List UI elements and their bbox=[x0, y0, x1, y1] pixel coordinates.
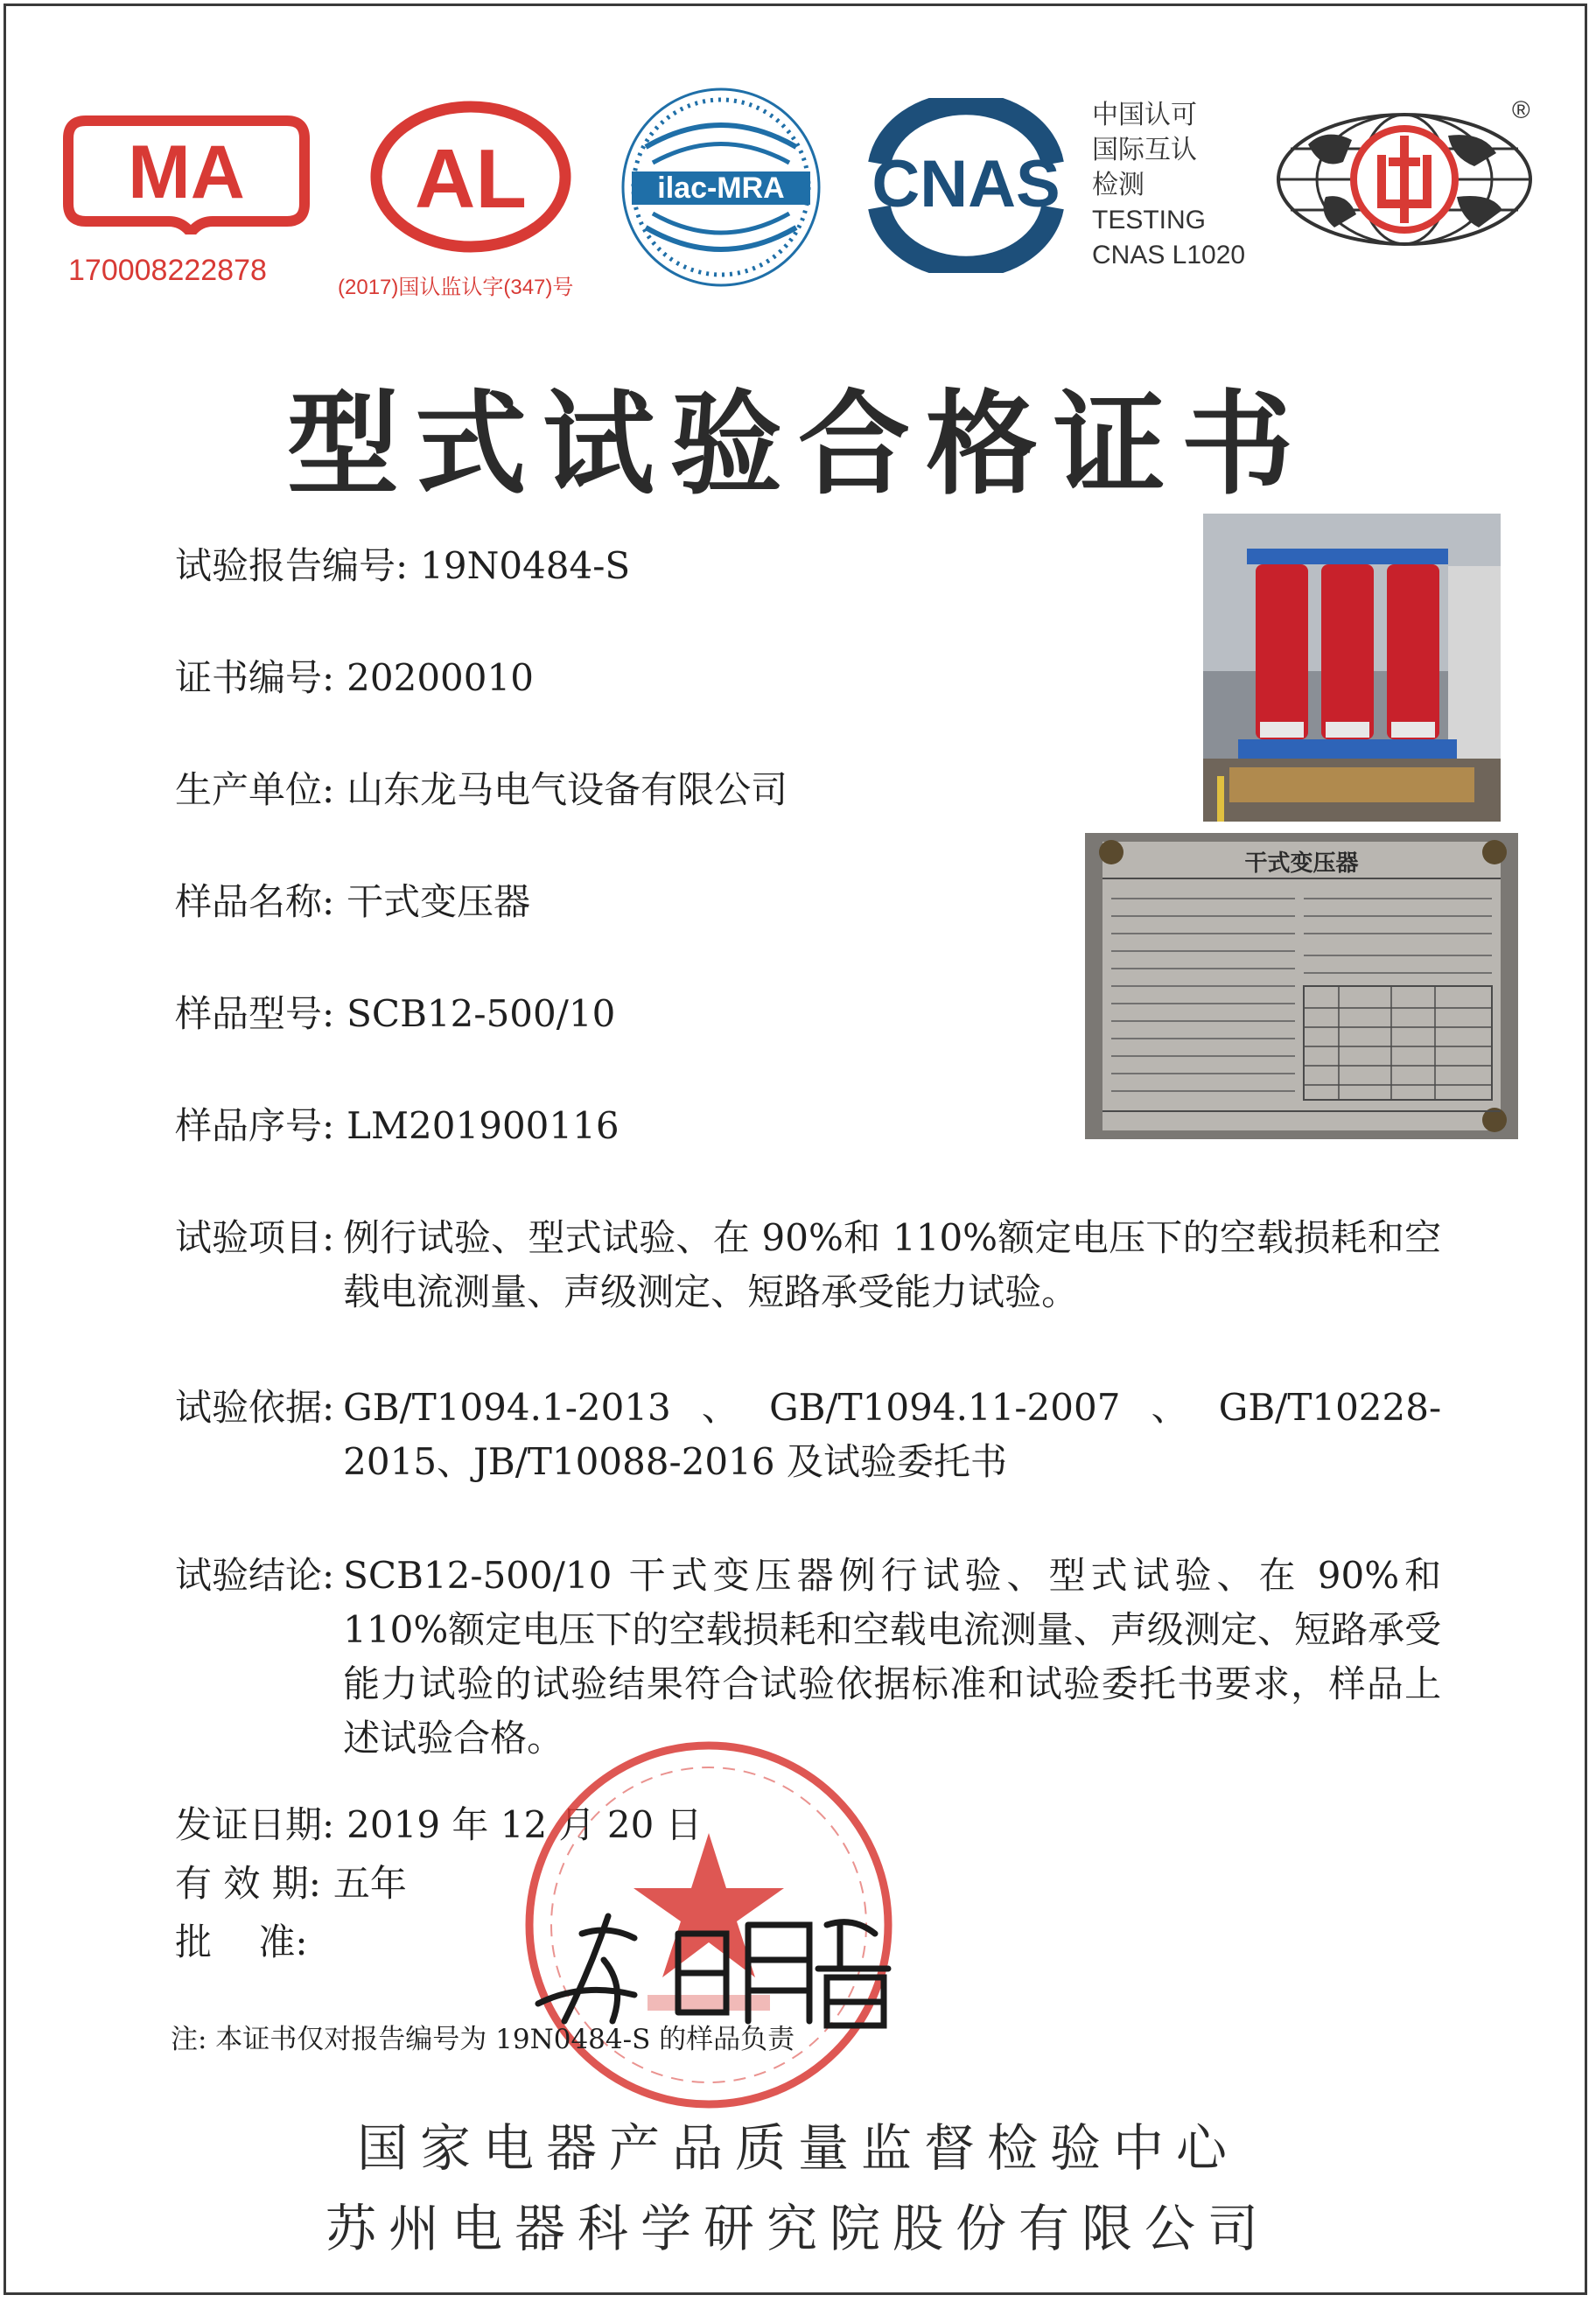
field-sample-model bbox=[175, 987, 615, 1041]
issuer-name-primary: 国家电器产品质量监督检验中心 bbox=[356, 2118, 1239, 2178]
field-value: 山东龙马电气设备有限公司 bbox=[346, 768, 788, 811]
nameplate-graphic bbox=[1085, 833, 1518, 1139]
field-value: 例行试验、型式试验、在 90%和 110%额定电压下的空载损耗和空载电流测量、声级测定、短路承受能力试验。 bbox=[343, 1216, 1442, 1313]
field-value: 2019 年 12 月 20 日 bbox=[346, 1803, 703, 1846]
field-test-basis bbox=[175, 1381, 1441, 1489]
cma-code: 170008222878 bbox=[68, 254, 267, 287]
field-value: 五年 bbox=[332, 1862, 407, 1905]
field-test-items bbox=[175, 1211, 1441, 1319]
nameplate-title: 干式变压器 bbox=[1244, 850, 1359, 877]
field-label: 有 效 期: bbox=[175, 1862, 321, 1905]
cal-code: (2017)国认监认字(347)号 bbox=[338, 276, 574, 299]
field-label: 样品名称: bbox=[175, 880, 335, 923]
field-value: 干式变压器 bbox=[346, 880, 531, 923]
cqc-globe-logo bbox=[1273, 109, 1536, 249]
cnas-caption-line: CNAS L1020 bbox=[1092, 241, 1246, 269]
field-sample-serial bbox=[175, 1099, 620, 1153]
cnas-caption-line: 国际互认 bbox=[1092, 136, 1197, 164]
registered-mark: ® bbox=[1512, 96, 1530, 123]
field-label: 样品型号: bbox=[175, 992, 335, 1035]
cma-logo bbox=[60, 112, 313, 234]
transformer-photo bbox=[1203, 514, 1501, 822]
field-validity bbox=[175, 1857, 407, 1911]
field-label: 样品序号: bbox=[175, 1104, 335, 1147]
cma-logo-text: MA bbox=[128, 130, 245, 214]
field-value: 19N0484-S bbox=[420, 544, 631, 587]
cnas-caption-line: 检测 bbox=[1092, 171, 1144, 199]
cnas-logo bbox=[853, 98, 1079, 273]
cnas-caption-line: 中国认可 bbox=[1092, 101, 1197, 129]
certificate-title: 型式试验合格证书 bbox=[286, 380, 1309, 510]
nameplate-photo bbox=[1085, 833, 1518, 1139]
field-value: SCB12-500/10 bbox=[346, 992, 616, 1035]
ilac-mra-text: ilac-MRA bbox=[657, 171, 785, 205]
field-certificate-number bbox=[175, 651, 534, 705]
field-label: 证书编号: bbox=[175, 656, 335, 699]
field-label: 试验报告编号: bbox=[175, 544, 409, 587]
cal-logo-text: AL bbox=[415, 132, 527, 226]
field-label: 生产单位: bbox=[175, 768, 335, 811]
field-label: 批 准: bbox=[175, 1921, 308, 1963]
issuer-name-secondary: 苏州电器科学研究院股份有限公司 bbox=[325, 2199, 1270, 2258]
cnas-logo-text: CNAS bbox=[872, 147, 1060, 221]
field-label: 试验项目: bbox=[175, 1216, 335, 1259]
field-manufacturer bbox=[175, 763, 788, 817]
field-value: LM201900116 bbox=[346, 1104, 620, 1147]
field-value: GB/T1094.1-2013、GB/T1094.11-2007、GB/T10228-2015、JB/T10088-2016 及试验委托书 bbox=[343, 1386, 1442, 1483]
cnas-caption bbox=[1092, 98, 1245, 273]
field-report-number bbox=[175, 539, 630, 593]
field-value: SCB12-500/10 干式变压器例行试验、型式试验、在 90%和 110%额定电压下的空载损耗和空载电流测量、声级测定、短路承受能力试验的试验结果符合试验依据标准和试验委托书要求，样品上述试验合格。 bbox=[343, 1554, 1442, 1760]
field-sample-name bbox=[175, 875, 530, 929]
field-value: 20200010 bbox=[346, 656, 534, 699]
cal-logo bbox=[366, 98, 576, 255]
certificate-note: 注: 本证书仅对报告编号为 19N0484-S 的样品负责 bbox=[171, 2024, 795, 2055]
cnas-caption-line: TESTING bbox=[1092, 206, 1207, 234]
field-label: 试验依据: bbox=[175, 1386, 335, 1429]
field-label: 发证日期: bbox=[175, 1803, 335, 1846]
ilac-mra-logo bbox=[620, 86, 822, 289]
field-label: 试验结论: bbox=[175, 1554, 335, 1597]
field-approval bbox=[175, 1915, 308, 1970]
